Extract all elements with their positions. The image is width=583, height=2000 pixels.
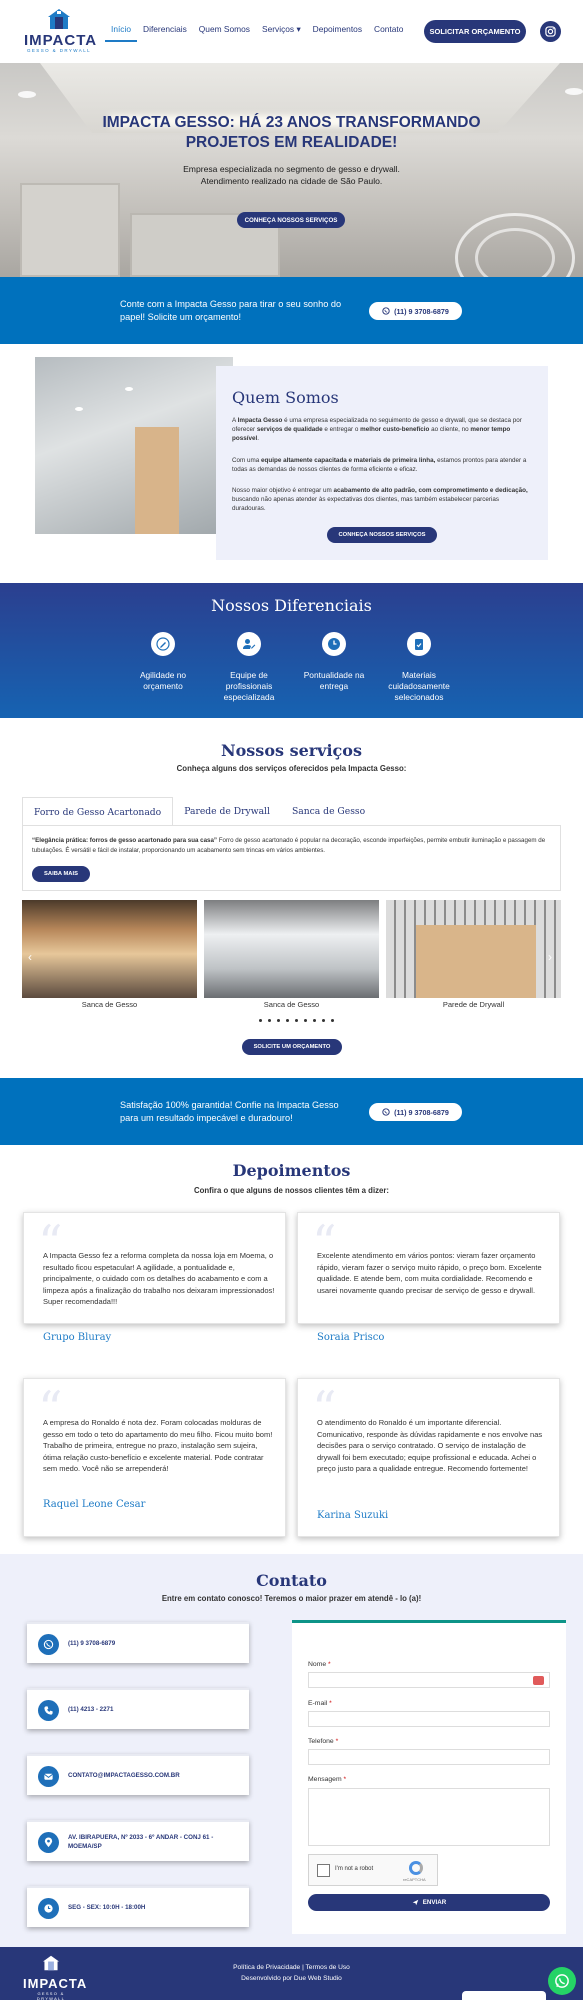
required-mark: * (328, 1661, 331, 1668)
differential-label (294, 670, 374, 692)
send-label: ENVIAR (422, 1899, 447, 1906)
text: e entregar o (322, 426, 361, 434)
hero-services-button[interactable]: CONHEÇA NOSSOS SERVIÇOS (237, 212, 345, 228)
text-bold: menor tempo possível (232, 426, 511, 443)
logo-mark-icon (46, 8, 72, 30)
carousel-prev-icon[interactable]: ‹ (28, 950, 32, 964)
email-icon (38, 1766, 59, 1787)
text: profissionais (225, 681, 273, 691)
text-bold: melhor custo-benefício (360, 426, 430, 434)
footer-logo-name: IMPACTA (23, 1976, 88, 1991)
privacy-link[interactable]: Política de Privacidade (233, 1964, 301, 1971)
text: é uma empresa especializada no seguimento de gesso e drywall, que se destaca por oferecer (232, 417, 522, 434)
carousel-caption: Sanca de Gesso (81, 1000, 138, 1009)
whatsapp-icon (38, 1634, 59, 1655)
contact-form (292, 1620, 566, 1934)
testimonial-card (297, 1212, 560, 1343)
recaptcha-icon (409, 1861, 423, 1875)
text: selecionados (394, 692, 444, 702)
text: estamos prontos para atender a todas as demandas de nossos clientes de forma eficiente e eficaz. (232, 457, 527, 474)
request-quote-button[interactable]: SOLICITAR ORÇAMENTO (424, 20, 526, 43)
nav-quem-somos[interactable]: Quem Somos (198, 24, 250, 34)
text: entrega (319, 681, 349, 691)
about-services-button[interactable]: CONHEÇA NOSSOS SERVIÇOS (327, 527, 437, 543)
email-label (308, 1700, 332, 1707)
carousel-slide-image[interactable] (204, 900, 379, 998)
text: Forro de gesso acartonado é popular na decoração, esconde imperfeições, permite embutir iluminação e passagem de tubulações. É versátil e fácil de instalar, proporcionando um acabamento sem trincas em vários ambientes. (32, 837, 546, 854)
logo-sub: GESSO & DRYWALL (26, 48, 91, 53)
clipboard-check-icon (407, 632, 431, 656)
text: Materiais (402, 670, 436, 680)
required-mark: * (335, 1738, 339, 1745)
contact-item-phone[interactable] (27, 1688, 249, 1729)
band-text-line: papel! Solicite um orçamento! (120, 312, 242, 322)
carousel-dot[interactable] (322, 1019, 325, 1022)
recaptcha-brand: reCAPTCHA (403, 1877, 426, 1882)
testimonial-text: O atendimento do Ronaldo é um importante diferencial. Comunicativo, responde às dúvidas rapidamente e nos envolve nas decisões para o serviço contratado. O serviço de instalação de drywall foi bem executado; equipe profissional e educada. Achei o preço justo para a qualidade entregue. Recomendo fortemente! (317, 1418, 543, 1473)
testimonials-title: Depoimentos (232, 1161, 351, 1180)
name-input[interactable] (308, 1672, 550, 1688)
phone-icon (38, 1700, 59, 1721)
quote-icon: “ (312, 1215, 337, 1271)
terms-link[interactable]: Termos de Uso (305, 1964, 350, 1971)
contact-item-email[interactable] (27, 1754, 249, 1795)
send-icon (412, 1899, 419, 1906)
whatsapp-tooltip (462, 1991, 546, 2000)
testimonial-author: Soraia Prisco (317, 1332, 385, 1343)
tab-forro-gesso[interactable]: Forro de Gesso Acartonado (22, 797, 173, 826)
hero-text-line: Atendimento realizado na cidade de São Paulo. (200, 176, 383, 186)
differential-label (123, 670, 203, 692)
text: ao cliente, no (429, 426, 471, 434)
ceiling-light (125, 387, 133, 391)
carousel-dots (259, 1019, 334, 1022)
services-tabs (22, 797, 561, 826)
edit-icon (151, 632, 175, 656)
email-input[interactable] (308, 1711, 550, 1727)
testimonial-author: Grupo Bluray (43, 1332, 112, 1343)
services-tab-panel (22, 825, 561, 891)
carousel-dot[interactable] (295, 1019, 298, 1022)
hero-title-line: IMPACTA GESSO: HÁ 23 ANOS TRANSFORMANDO (102, 114, 481, 131)
tab-parede-drywall[interactable]: Parede de Drywall (184, 806, 270, 817)
about-paragraph-2 (232, 456, 532, 474)
differentials-title: Nossos Diferenciais (211, 596, 372, 615)
ceiling-light (565, 88, 583, 95)
cta-band-1 (0, 277, 583, 344)
main-nav (105, 24, 409, 34)
logo-name: IMPACTA (24, 32, 98, 49)
label-text: Nome (308, 1661, 327, 1668)
text: Agilidade no (139, 670, 187, 680)
text: Com uma (232, 457, 262, 464)
text: Equipe de (230, 670, 268, 680)
differential-label (209, 670, 289, 703)
contact-value: CONTATO@IMPACTAGESSO.COM.BR (68, 1772, 180, 1779)
hero-window-image (20, 183, 120, 277)
nav-servicos[interactable]: Serviços ▾ (262, 24, 301, 34)
clock-icon (322, 632, 346, 656)
carousel-caption: Parede de Drywall (442, 1000, 505, 1009)
contact-title: Contato (256, 1571, 327, 1590)
differential-item (209, 632, 289, 703)
differential-item (294, 632, 374, 692)
carousel-caption: Sanca de Gesso (263, 1000, 320, 1009)
carousel-next-icon[interactable]: › (548, 950, 552, 964)
quote-icon: “ (38, 1381, 63, 1437)
hero-section (0, 63, 583, 277)
differential-item (379, 632, 459, 703)
contact-value: (11) 9 3708-6879 (68, 1640, 116, 1647)
recaptcha-label: I'm not a robot (335, 1866, 374, 1872)
carousel-dot[interactable] (277, 1019, 280, 1022)
band-text (120, 298, 341, 324)
band-text-line: Conte com a Impacta Gesso para tirar o seu sonho do (120, 299, 342, 309)
ceiling-light (18, 91, 36, 98)
services-title: Nossos serviços (221, 741, 362, 760)
nav-depoimentos[interactable]: Depoimentos (312, 24, 363, 34)
nav-contato[interactable]: Contato (374, 24, 404, 34)
phone-input[interactable] (308, 1749, 550, 1765)
contact-item-whatsapp[interactable] (27, 1622, 249, 1663)
testimonial-text: Excelente atendimento em vários pontos: vieram fazer orçamento rápido, vieram fazer o serviço muito rápido, o preço bom. Excelente qualidade. E atende bem, com muita cordialidade. Recomendo e usarei novamente quando precisar de serviço de gesso e drywall. (317, 1251, 542, 1295)
carousel-dot[interactable] (286, 1019, 289, 1022)
logo[interactable] (24, 8, 98, 53)
text: . (257, 435, 259, 443)
text-bold: “Elegância prática: forros de gesso acartonado para sua casa” (32, 837, 218, 844)
carousel-slide-image[interactable] (22, 900, 197, 998)
text-bold: acabamento de alto padrão, com comprometimento e dedicação, (333, 487, 528, 494)
whatsapp-icon (382, 307, 390, 315)
send-button[interactable] (308, 1894, 550, 1911)
testimonial-card (297, 1378, 560, 1537)
whatsapp-icon (554, 1973, 570, 1989)
location-icon (38, 1832, 59, 1853)
quote-icon: “ (312, 1381, 337, 1437)
carousel-dot[interactable] (268, 1019, 271, 1022)
hero-title-line: PROJETOS EM REALIDADE! (185, 134, 398, 151)
label-text: Mensagem (308, 1776, 342, 1783)
hero-text (0, 163, 583, 187)
carousel-dot[interactable] (331, 1019, 334, 1022)
contact-value: SEG - SEX: 10:0H - 18:00H (68, 1904, 146, 1911)
required-mark: * (329, 1700, 332, 1707)
tab-panel-text (32, 836, 552, 855)
testimonial-card (23, 1212, 286, 1343)
whatsapp-float-button[interactable] (548, 1967, 576, 1995)
message-label (308, 1776, 346, 1783)
differential-label (379, 670, 459, 703)
label-text: E-mail (308, 1700, 328, 1707)
door-image (135, 427, 179, 534)
nav-inicio[interactable]: Início (105, 24, 137, 34)
contact-subtitle: Entre em contato conosco! Teremos o maior prazer em atendê - lo (a)! (161, 1594, 422, 1603)
text-bold: equipe altamente capacitada e materiais de primeira linha, (261, 457, 436, 464)
testimonial-text: A Impacta Gesso fez a reforma completa da nossa loja em Moema, o resultado ficou espetacular! A agilidade, a pontualidade e, principalmente, o cuidado com os detalhes do acabamento e com a limpeza após a finalização do trabalho nos deixaram impressionados! Super recomendada!!! (43, 1251, 275, 1306)
about-paragraph-1 (232, 416, 532, 444)
about-section (216, 366, 548, 560)
phone-number: (11) 9 3708-6879 (394, 1107, 449, 1117)
nav-diferenciais[interactable]: Diferenciais (143, 24, 187, 34)
cta-band-2 (0, 1078, 583, 1145)
band-text (120, 1099, 339, 1125)
text: orçamento (143, 681, 183, 691)
recaptcha-checkbox[interactable] (317, 1864, 330, 1877)
label-text: Telefone (308, 1738, 334, 1745)
services-quote-button[interactable]: SOLICITE UM ORÇAMENTO (242, 1039, 342, 1055)
ceiling-light (75, 407, 83, 411)
testimonial-card (23, 1378, 286, 1537)
testimonial-author: Raquel Leone Cesar (43, 1499, 146, 1510)
about-image (35, 357, 233, 534)
band-text-line: Satisfação 100% garantida! Confie na Impacta Gesso (120, 1100, 339, 1110)
phone-button[interactable] (369, 1103, 462, 1121)
clock-icon (38, 1898, 59, 1919)
instagram-icon[interactable] (540, 21, 561, 42)
differential-item (123, 632, 203, 692)
contact-value: AV. IBIRAPUERA, Nº 2033 - 6º ANDAR - CONJ 61 - MOEMA/SP (68, 1834, 214, 1850)
text-bold: Impacta Gesso (237, 417, 283, 424)
carousel-dot[interactable] (259, 1019, 262, 1022)
carousel-slide-image[interactable] (386, 900, 561, 998)
differentials-section (0, 583, 583, 718)
about-paragraph-3 (232, 486, 532, 514)
text: Pontualidade na (303, 670, 365, 680)
name-label (308, 1661, 331, 1668)
testimonials-subtitle: Confira o que alguns de nossos clientes têm a dizer: (194, 1186, 389, 1195)
carousel-dot[interactable] (304, 1019, 307, 1022)
autofill-icon (533, 1676, 544, 1685)
user-edit-icon (237, 632, 261, 656)
contact-item-address[interactable] (27, 1820, 249, 1861)
message-textarea[interactable] (308, 1788, 550, 1846)
recaptcha-widget (308, 1854, 438, 1886)
phone-label (308, 1738, 338, 1745)
hero-text-line: Empresa especializada no segmento de gesso e drywall. (183, 164, 400, 174)
quote-icon: “ (38, 1215, 63, 1271)
text-bold: serviços de qualidade (256, 426, 323, 434)
text: especializada (223, 692, 275, 702)
tab-sanca-gesso[interactable]: Sanca de Gesso (291, 806, 366, 817)
footer-links (0, 1964, 583, 1971)
whatsapp-icon (382, 1108, 390, 1116)
about-title: Quem Somos (232, 388, 339, 407)
testimonial-text: A empresa do Ronaldo é nota dez. Foram colocadas molduras de gesso em todo o teto do apartamento do meu filho. Ficou muito bom! Trabalho de primeira, entregue no prazo, instalação sem sujeira, ótima relação custo-benefício e excelente material. Pode contratar sem medo. Você não se arrependerá! (43, 1418, 273, 1473)
services-subtitle: Conheça alguns dos serviços oferecidos pela Impacta Gesso: (176, 764, 407, 773)
footer-divider: | (302, 1964, 306, 1971)
drywall-panel-image (416, 925, 536, 998)
hero-title (0, 113, 583, 153)
text: buscando não apenas atender às expectativas dos clientes, mas também estabelecer parcerias duradouras. (232, 496, 500, 513)
band-text-line: para um resultado impecável e duradouro! (120, 1113, 293, 1123)
text: A (232, 417, 238, 424)
text: Nosso maior objetivo é entregar um (232, 487, 334, 494)
text: cuidadosamente (388, 681, 450, 691)
phone-number: (11) 9 3708-6879 (394, 306, 449, 316)
phone-button[interactable] (369, 302, 462, 320)
site-header (0, 0, 583, 63)
contact-item-hours[interactable] (27, 1886, 249, 1927)
developer-credit[interactable]: Desenvolvido por Due Web Studio (241, 1975, 342, 1982)
contact-value: (11) 4213 - 2271 (68, 1706, 114, 1713)
required-mark: * (343, 1776, 347, 1783)
learn-more-button[interactable]: SAIBA MAIS (32, 866, 90, 882)
carousel-dot[interactable] (313, 1019, 316, 1022)
testimonial-author: Karina Suzuki (317, 1510, 389, 1521)
footer-logo-sub: GESSO & DRYWALL (36, 1991, 66, 2000)
